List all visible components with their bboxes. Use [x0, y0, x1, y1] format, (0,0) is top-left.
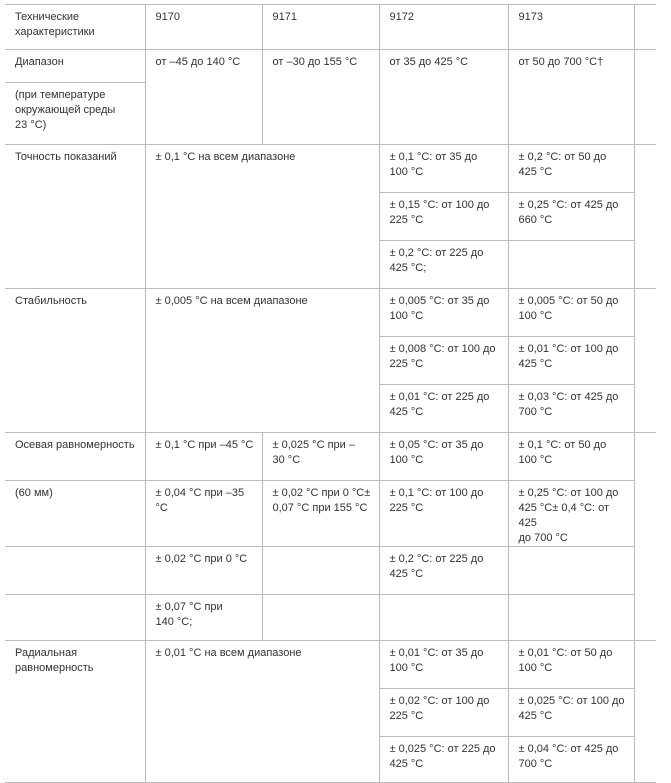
extra-column-cell — [634, 145, 656, 289]
axial-9170-a: ± 0,1 °C при –45 °C — [145, 433, 262, 481]
axial-9171-b: ± 0,02 °C при 0 °C± 0,07 °C при 155 °C — [262, 481, 379, 547]
axial-9172-a: ± 0,05 °C: от 35 до 100 °C — [379, 433, 508, 481]
accuracy-common: ± 0,1 °C на всем диапазоне — [145, 145, 379, 289]
extra-column-cell — [634, 5, 656, 50]
axial-note: (60 мм) — [5, 481, 145, 547]
stability-9172-a: ± 0,005 °C: от 35 до 100 °C — [379, 289, 508, 337]
axial-9171-c — [262, 547, 379, 595]
stability-9172-b: ± 0,008 °C: от 100 до 225 °C — [379, 337, 508, 385]
accuracy-label: Точность показаний — [5, 145, 145, 289]
stability-common: ± 0,005 °C на всем диапазоне — [145, 289, 379, 433]
radial-9172-b: ± 0,02 °C: от 100 до 225 °C — [379, 689, 508, 737]
extra-column-cell — [634, 50, 656, 145]
axial-9171-a: ± 0,025 °C при – 30 °C — [262, 433, 379, 481]
radial-9173-a: ± 0,01 °C: от 50 до 100 °C — [508, 641, 634, 689]
stability-row — [5, 289, 656, 337]
axial-9172-d — [379, 595, 508, 641]
stability-9173-c: ± 0,03 °C: от 425 до 700 °C — [508, 385, 634, 433]
range-9172: от 35 до 425 °C — [379, 50, 508, 145]
radial-common: ± 0,01 °C на всем диапазоне — [145, 641, 379, 783]
accuracy-row — [5, 145, 656, 193]
axial-9172-c: ± 0,2 °C: от 225 до 425 °C — [379, 547, 508, 595]
axial-label: Осевая равномерность — [5, 433, 145, 481]
header-param-cell: Технические характеристики — [5, 5, 145, 50]
header-model-9172: 9172 — [379, 5, 508, 50]
axial-9170-c: ± 0,02 °C при 0 °C — [145, 547, 262, 595]
radial-9173-c: ± 0,04 °C: от 425 до 700 °C — [508, 737, 634, 783]
range-9173: от 50 до 700 °C† — [508, 50, 634, 145]
extra-column-cell — [634, 641, 656, 783]
radial-9172-a: ± 0,01 °C: от 35 до 100 °C — [379, 641, 508, 689]
extra-column-cell — [634, 289, 656, 433]
stability-label: Стабильность — [5, 289, 145, 433]
axial-row — [5, 547, 656, 595]
extra-column-cell — [634, 433, 656, 641]
accuracy-9172-a: ± 0,1 °C: от 35 до 100 °C — [379, 145, 508, 193]
radial-label: Радиальная равномерность — [5, 641, 145, 783]
stability-9172-c: ± 0,01 °C: от 225 до 425 °C — [379, 385, 508, 433]
specifications-table — [5, 4, 656, 783]
axial-row — [5, 595, 656, 641]
stability-9173-b: ± 0,01 °C: от 100 до 425 °C — [508, 337, 634, 385]
accuracy-9172-c: ± 0,2 °C: от 225 до 425 °C; — [379, 241, 508, 289]
axial-9171-d — [262, 595, 379, 641]
range-note: (при температуре окружающей среды 23 °C) — [5, 83, 145, 145]
radial-9173-b: ± 0,025 °C: от 100 до 425 °C — [508, 689, 634, 737]
axial-9172-b: ± 0,1 °C: от 100 до 225 °C — [379, 481, 508, 547]
axial-empty — [5, 547, 145, 595]
stability-9173-a: ± 0,005 °C: от 50 до 100 °C — [508, 289, 634, 337]
radial-9172-c: ± 0,025 °C: от 225 до 425 °C — [379, 737, 508, 783]
axial-9170-d: ± 0,07 °C при 140 °C; — [145, 595, 262, 641]
range-9170: от –45 до 140 °C — [145, 50, 262, 145]
range-9171: от –30 до 155 °C — [262, 50, 379, 145]
axial-9173-a: ± 0,1 °C: от 50 до 100 °C — [508, 433, 634, 481]
axial-row — [5, 481, 656, 547]
header-model-9171: 9171 — [262, 5, 379, 50]
axial-row — [5, 433, 656, 481]
accuracy-9173-b: ± 0,25 °C: от 425 до 660 °C — [508, 193, 634, 241]
axial-9173-b: ± 0,25 °C: от 100 до 425 °C± 0,4 °C: от 425 до 700 °C — [508, 481, 634, 547]
header-model-9170: 9170 — [145, 5, 262, 50]
axial-empty — [5, 595, 145, 641]
range-row — [5, 50, 656, 83]
axial-9170-b: ± 0,04 °C при –35 °C — [145, 481, 262, 547]
accuracy-9173-c — [508, 241, 634, 289]
axial-9173-d — [508, 595, 634, 641]
accuracy-9172-b: ± 0,15 °C: от 100 до 225 °C — [379, 193, 508, 241]
accuracy-9173-a: ± 0,2 °C: от 50 до 425 °C — [508, 145, 634, 193]
range-label: Диапазон — [5, 50, 145, 83]
header-row — [5, 5, 656, 50]
axial-9173-c — [508, 547, 634, 595]
radial-row — [5, 641, 656, 689]
header-model-9173: 9173 — [508, 5, 634, 50]
